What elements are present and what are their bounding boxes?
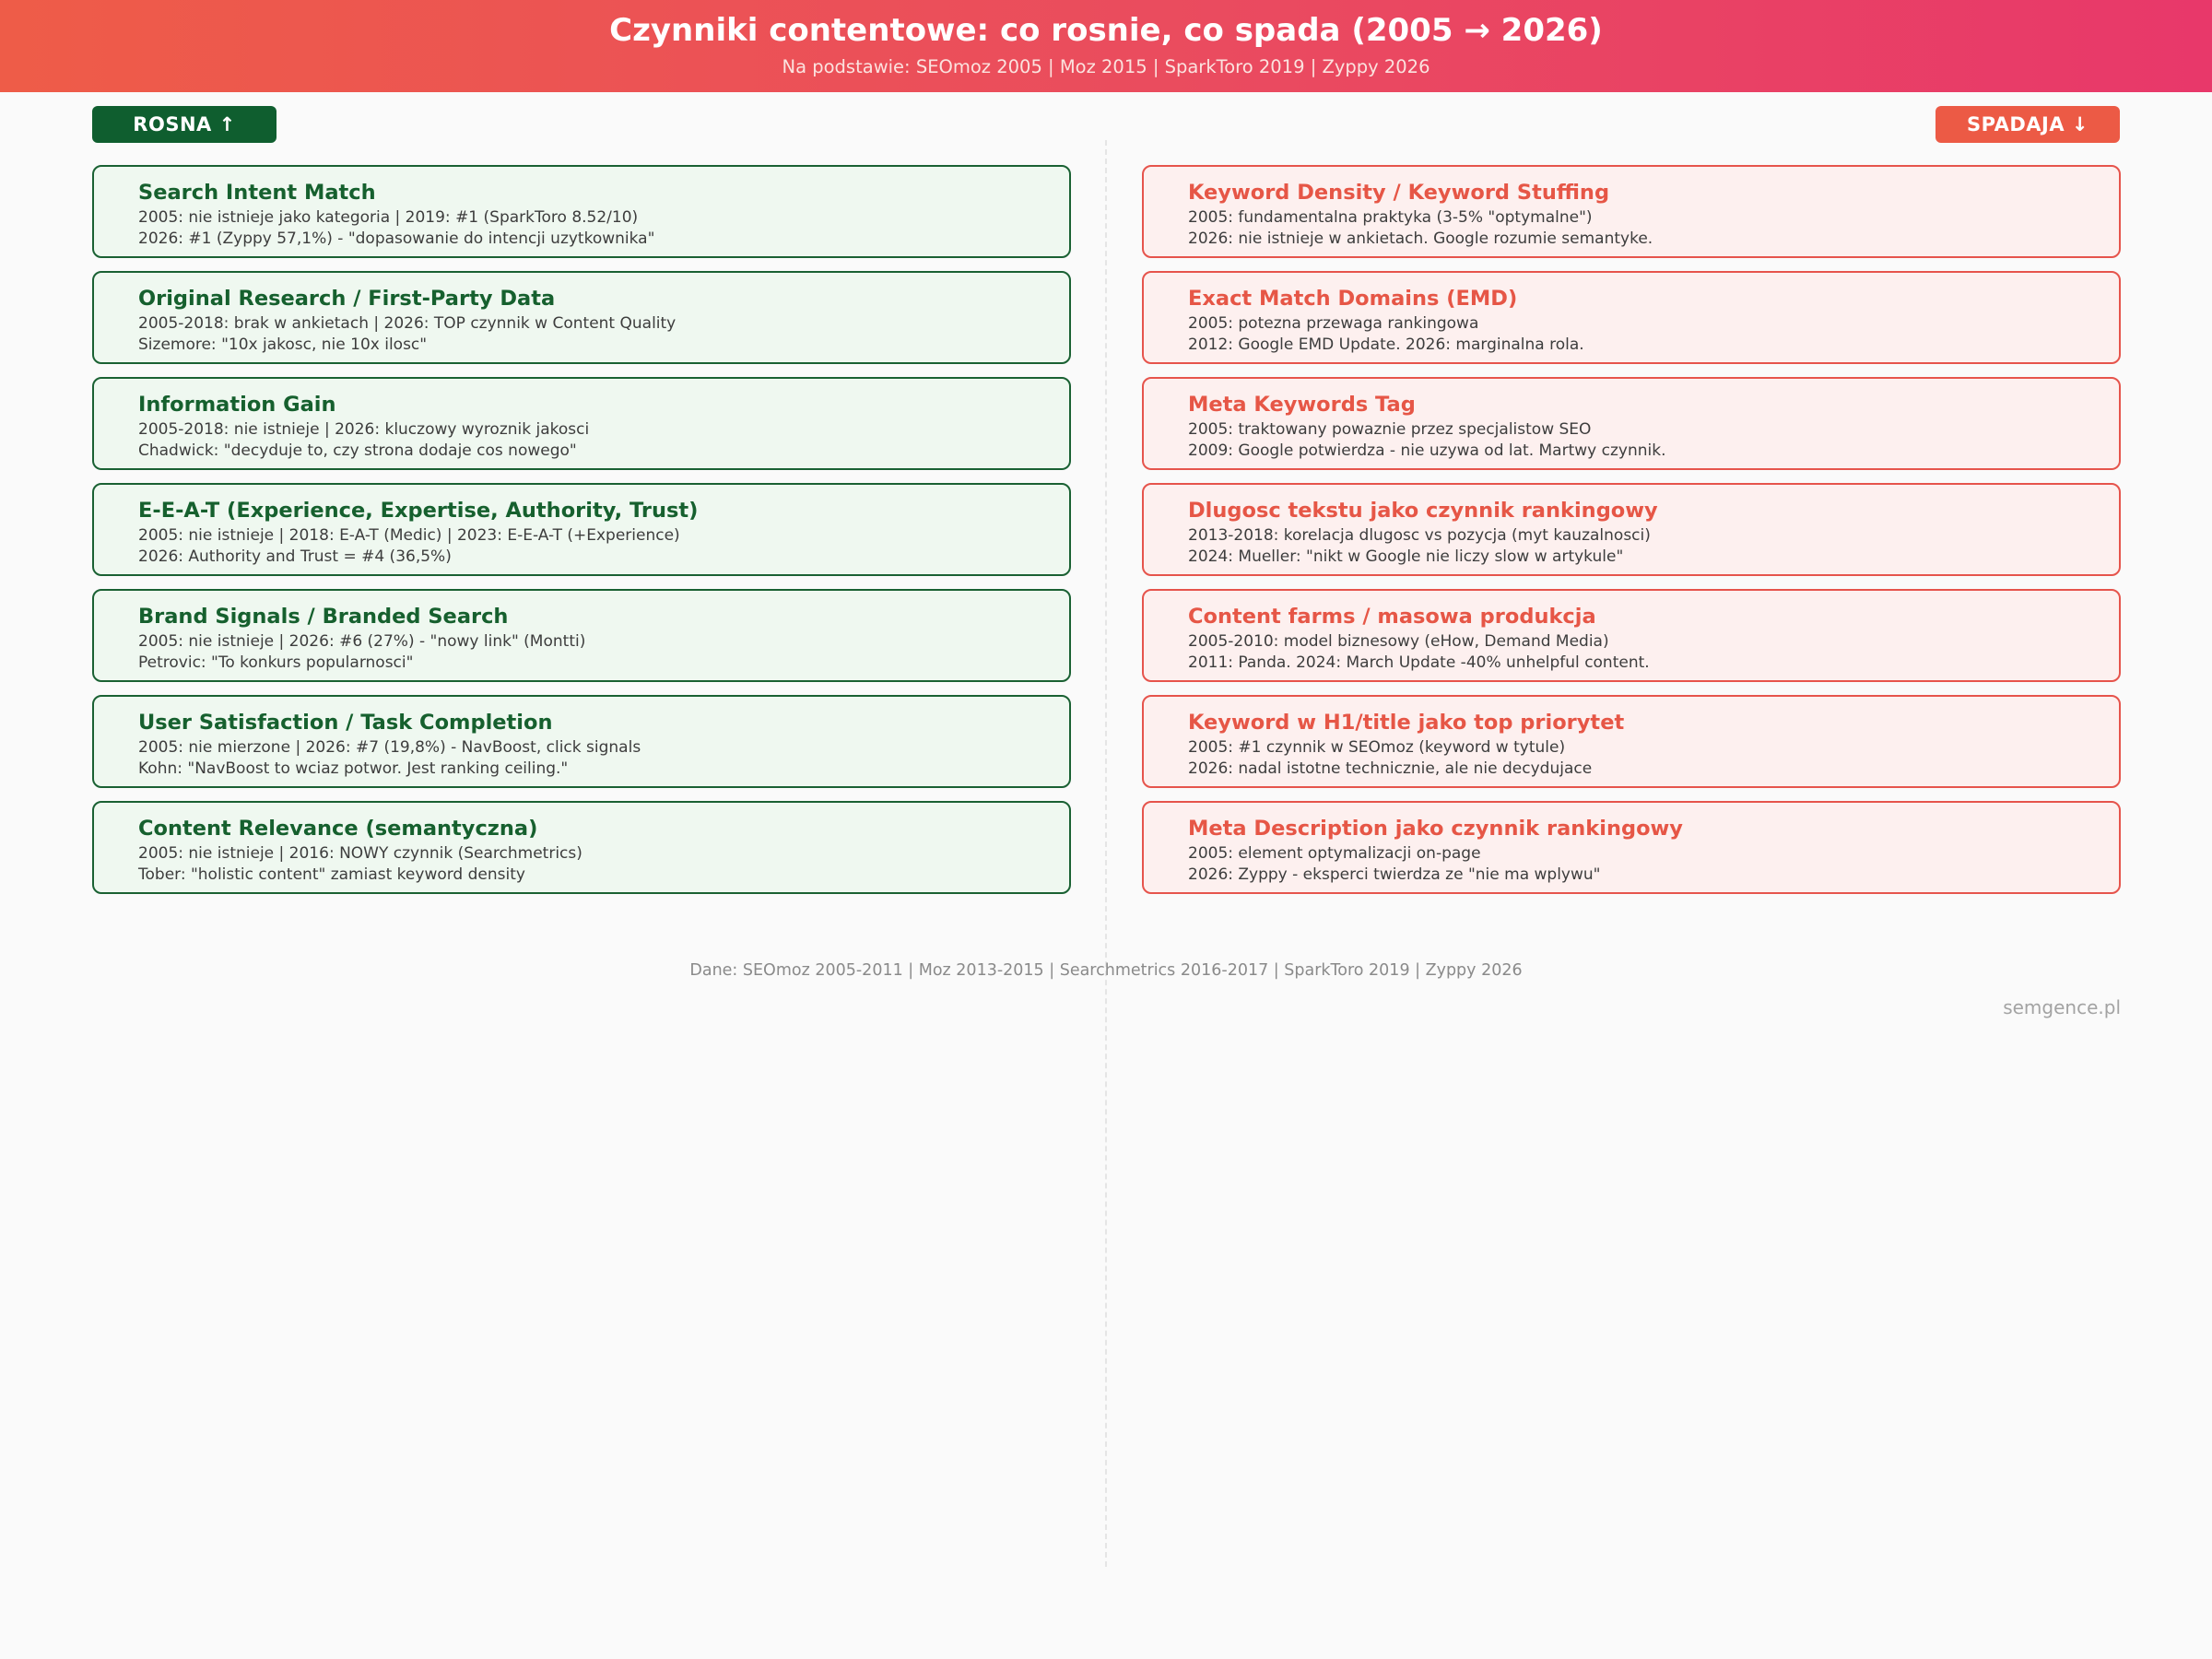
card-detail: 2005: traktowany powaznie przez specjalistow SEO — [1188, 420, 1592, 439]
brand-watermark: semgence.pl — [2003, 996, 2121, 1018]
card-title: Exact Match Domains (EMD) — [1188, 287, 1518, 311]
card-detail: Tober: "holistic content" zamiast keyword density — [138, 865, 525, 884]
rising-card — [92, 589, 1071, 682]
card-detail: 2005: #1 czynnik w SEOmoz (keyword w tytule) — [1188, 738, 1566, 757]
card-title: Brand Signals / Branded Search — [138, 605, 509, 629]
card-title: E-E-A-T (Experience, Expertise, Authority, Trust) — [138, 499, 699, 523]
rising-card — [92, 801, 1071, 894]
rising-badge: ROSNA ↑ — [92, 106, 276, 143]
card-title: Search Intent Match — [138, 181, 376, 205]
card-title: Keyword w H1/title jako top priorytet — [1188, 711, 1625, 735]
card-detail: 2005: fundamentalna praktyka (3-5% "optymalne") — [1188, 208, 1593, 227]
rising-card — [92, 165, 1071, 258]
card-title: Content Relevance (semantyczna) — [138, 817, 538, 841]
header-banner — [0, 0, 2212, 92]
falling-card — [1142, 589, 2121, 682]
rising-column — [92, 165, 1071, 907]
card-detail: 2005: nie mierzone | 2026: #7 (19,8%) - NavBoost, click signals — [138, 738, 641, 757]
card-detail: 2009: Google potwierdza - nie uzywa od lat. Martwy czynnik. — [1188, 441, 1666, 460]
card-detail: Petrovic: "To konkurs popularnosci" — [138, 653, 414, 672]
card-title: Original Research / First-Party Data — [138, 287, 556, 311]
column-divider — [1105, 140, 1107, 1567]
falling-card — [1142, 483, 2121, 576]
card-detail: 2013-2018: korelacja dlugosc vs pozycja (myt kauzalnosci) — [1188, 526, 1651, 545]
card-title: Meta Keywords Tag — [1188, 393, 1416, 417]
card-title: Keyword Density / Keyword Stuffing — [1188, 181, 1610, 205]
card-detail: 2011: Panda. 2024: March Update -40% unhelpful content. — [1188, 653, 1650, 672]
card-detail: 2026: Authority and Trust = #4 (36,5%) — [138, 547, 452, 566]
card-detail: 2026: #1 (Zyppy 57,1%) - "dopasowanie do intencji uzytkownika" — [138, 229, 655, 248]
card-detail: Kohn: "NavBoost to wciaz potwor. Jest ranking ceiling." — [138, 759, 569, 778]
card-detail: 2005: nie istnieje jako kategoria | 2019: #1 (SparkToro 8.52/10) — [138, 208, 639, 227]
card-title: Dlugosc tekstu jako czynnik rankingowy — [1188, 499, 1658, 523]
falling-card — [1142, 695, 2121, 788]
card-detail: Chadwick: "decyduje to, czy strona dodaje cos nowego" — [138, 441, 577, 460]
card-detail: 2005-2010: model biznesowy (eHow, Demand Media) — [1188, 632, 1609, 651]
falling-column — [1142, 165, 2121, 907]
data-sources: Dane: SEOmoz 2005-2011 | Moz 2013-2015 | Searchmetrics 2016-2017 | SparkToro 2019 | Zyppy 2026 — [689, 961, 1523, 980]
card-detail: 2005-2018: nie istnieje | 2026: kluczowy wyroznik jakosci — [138, 420, 590, 439]
falling-card — [1142, 271, 2121, 364]
card-detail: 2005: nie istnieje | 2026: #6 (27%) - "nowy link" (Montti) — [138, 632, 586, 651]
card-detail: 2005-2018: brak w ankietach | 2026: TOP czynnik w Content Quality — [138, 314, 677, 333]
falling-card — [1142, 801, 2121, 894]
page-subtitle: Na podstawie: SEOmoz 2005 | Moz 2015 | SparkToro 2019 | Zyppy 2026 — [782, 56, 1430, 77]
falling-badge: SPADAJA ↓ — [1936, 106, 2120, 143]
card-title: Meta Description jako czynnik rankingowy — [1188, 817, 1683, 841]
rising-card — [92, 271, 1071, 364]
card-detail: 2026: nie istnieje w ankietach. Google rozumie semantyke. — [1188, 229, 1653, 248]
card-detail: 2024: Mueller: "nikt w Google nie liczy slow w artykule" — [1188, 547, 1624, 566]
page-title: Czynniki contentowe: co rosnie, co spada (2005 → 2026) — [609, 12, 1603, 49]
falling-card — [1142, 165, 2121, 258]
rising-card — [92, 695, 1071, 788]
card-detail: 2012: Google EMD Update. 2026: marginalna rola. — [1188, 335, 1584, 354]
card-title: Information Gain — [138, 393, 336, 417]
falling-card — [1142, 377, 2121, 470]
card-title: User Satisfaction / Task Completion — [138, 711, 553, 735]
rising-card — [92, 377, 1071, 470]
card-detail: 2005: element optymalizacji on-page — [1188, 844, 1481, 863]
card-detail: 2026: Zyppy - eksperci twierdza ze "nie ma wplywu" — [1188, 865, 1601, 884]
card-title: Content farms / masowa produkcja — [1188, 605, 1596, 629]
card-detail: 2026: nadal istotne technicznie, ale nie decydujace — [1188, 759, 1593, 778]
card-detail: 2005: nie istnieje | 2016: NOWY czynnik (Searchmetrics) — [138, 844, 582, 863]
card-detail: 2005: potezna przewaga rankingowa — [1188, 314, 1479, 333]
rising-card — [92, 483, 1071, 576]
card-detail: Sizemore: "10x jakosc, nie 10x ilosc" — [138, 335, 428, 354]
card-detail: 2005: nie istnieje | 2018: E-A-T (Medic) | 2023: E-E-A-T (+Experience) — [138, 526, 680, 545]
